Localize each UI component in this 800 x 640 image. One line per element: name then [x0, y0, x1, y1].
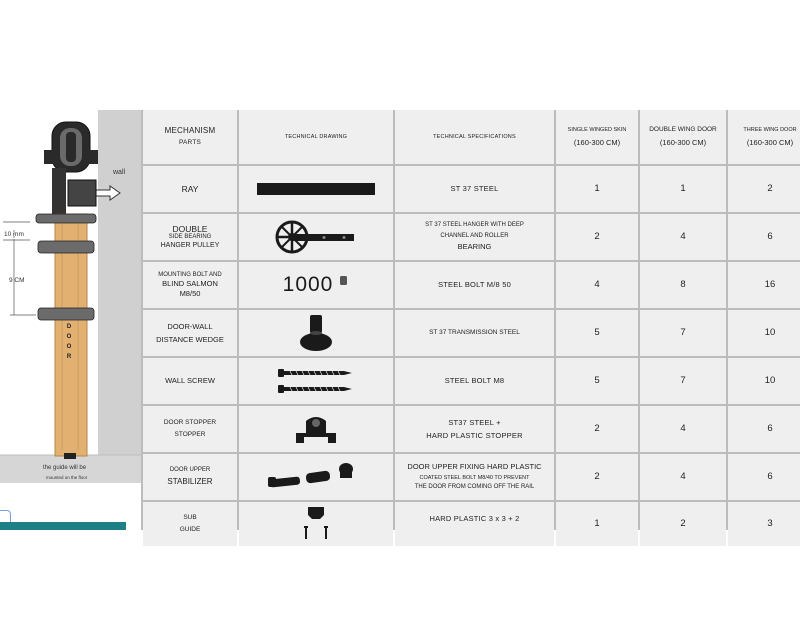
- spec-table: [141, 110, 800, 533]
- teal-bar: [0, 522, 126, 530]
- header-mechanism: MECHANISM: [164, 126, 216, 136]
- header-double-wing-label: DOUBLE WING DOOR: [649, 126, 717, 134]
- spec-line: ST 37 TRANSMISSION STEEL: [429, 328, 520, 336]
- qty-double: [640, 310, 726, 356]
- spec-cell: [395, 166, 554, 212]
- qty-value: 7: [680, 375, 686, 387]
- qty-single: [556, 406, 638, 452]
- qty-value: 5: [594, 327, 600, 339]
- header-technical-drawing-label: TECHNICAL DRAWING: [284, 133, 348, 140]
- spec-line: ST 37 STEEL HANGER WITH DEEP: [425, 222, 524, 229]
- header-single-winged: [556, 110, 638, 164]
- header-three-wing-range: (160-300 CM): [746, 137, 794, 147]
- qty-value: 4: [594, 279, 600, 291]
- qty-value: 4: [680, 471, 686, 483]
- spec-line-2: CHANNEL AND ROLLER: [440, 232, 509, 239]
- spec-line-2: HARD PLASTIC STOPPER: [426, 430, 523, 440]
- qty-three: [728, 406, 800, 452]
- spec-cell: [395, 406, 554, 452]
- part-name: MOUNTING BOLT AND: [158, 271, 222, 278]
- qty-double: [640, 502, 726, 546]
- spec-line: STEEL BOLT M8: [444, 376, 505, 386]
- guide-note-line1: the guide will be: [43, 465, 87, 471]
- qty-value: 7: [680, 327, 686, 339]
- blind-salmon-nut-icon: [339, 275, 349, 287]
- upper-stabilizer-drawing: [266, 460, 366, 494]
- dimension-9cm: 9 CM: [9, 277, 25, 284]
- qty-single: [556, 454, 638, 500]
- drawing-sub-guide: [239, 502, 393, 546]
- spec-cell: [395, 214, 554, 260]
- header-double-wing-range: (160-300 CM): [659, 138, 707, 148]
- spec-line: DOOR UPPER FIXING HARD PLASTIC: [407, 462, 542, 472]
- qty-single: [556, 310, 638, 356]
- wall-screw-drawing: [276, 363, 356, 399]
- qty-value: 8: [680, 279, 686, 291]
- header-single-winged-range: (160-300 CM): [573, 137, 621, 147]
- part-name-2: GUIDE: [179, 526, 201, 533]
- header-technical-specifications-label: TECHNICAL SPECIFICATIONS: [433, 133, 516, 140]
- qty-value: 2: [594, 423, 600, 435]
- part-name-2: BLIND SALMON: [162, 279, 218, 289]
- qty-double: [640, 262, 726, 308]
- header-parts: PARTS: [178, 139, 202, 147]
- qty-three: [728, 502, 800, 546]
- door-label-d1: D: [66, 324, 72, 330]
- qty-value: 2: [767, 183, 773, 195]
- qty-value: 16: [764, 279, 776, 291]
- qty-value: 6: [767, 423, 773, 435]
- qty-double: [640, 358, 726, 404]
- drawing-distance-wedge: [239, 310, 393, 356]
- part-name: RAY: [181, 183, 199, 194]
- header-double-wing: [640, 110, 726, 164]
- qty-value: 10: [764, 375, 776, 387]
- qty-value: 4: [680, 231, 686, 243]
- part-cell: [143, 262, 237, 308]
- part-cell: [143, 406, 237, 452]
- drawing-hanger-pulley: [239, 214, 393, 260]
- part-name-2: STABILIZER: [167, 477, 213, 487]
- part-cell: [143, 454, 237, 500]
- qty-double: [640, 166, 726, 212]
- part-cell: [143, 214, 237, 260]
- drawing-rail: [239, 166, 393, 212]
- part-cell: [143, 166, 237, 212]
- qty-value: 2: [680, 518, 686, 530]
- floor-guide: [64, 453, 76, 459]
- header-technical-drawing: [239, 110, 393, 164]
- qty-value: 2: [594, 231, 600, 243]
- part-name: SUB: [183, 513, 197, 521]
- qty-three: [728, 214, 800, 260]
- part-name-3: M8/50: [179, 288, 201, 298]
- spec-line: ST37 STEEL +: [448, 418, 501, 428]
- qty-double: [640, 454, 726, 500]
- drawing-upper-stabilizer: [239, 454, 393, 500]
- qty-three: [728, 166, 800, 212]
- wall-panel: [98, 110, 141, 482]
- spec-line-2: COATED STEEL BOLT M8/40 TO PREVENT: [419, 474, 530, 481]
- spec-cell: [395, 454, 554, 500]
- qty-value: 6: [767, 471, 773, 483]
- spec-cell: [395, 502, 554, 546]
- qty-value: 6: [767, 231, 773, 243]
- qty-single: [556, 358, 638, 404]
- door-label-o2: O: [66, 344, 72, 350]
- drawing-bolt-number: 1000: [282, 272, 334, 296]
- qty-value: 5: [594, 375, 600, 387]
- qty-double: [640, 406, 726, 452]
- spec-line: ST 37 STEEL: [450, 184, 499, 194]
- rail-bar: [68, 180, 96, 206]
- qty-three: [728, 358, 800, 404]
- wall-label: wall: [113, 169, 126, 176]
- qty-single: [556, 166, 638, 212]
- part-name: DOOR STOPPER: [163, 418, 217, 426]
- guide-note-line2: mounted on the floor: [46, 475, 88, 480]
- part-name-3: HANGER PULLEY: [160, 241, 220, 249]
- qty-value: 1: [680, 183, 686, 195]
- qty-value: 4: [680, 423, 686, 435]
- part-cell: [143, 502, 237, 546]
- qty-value: 3: [767, 518, 773, 530]
- spec-line: STEEL BOLT M/8 50: [438, 280, 511, 290]
- drawing-door-stopper: [239, 406, 393, 452]
- drawing-wall-screw: [239, 358, 393, 404]
- sub-guide-drawing: [296, 505, 336, 543]
- distance-wedge-drawing: [298, 313, 334, 353]
- header-three-wing: [728, 110, 800, 164]
- qty-value: 10: [764, 327, 776, 339]
- door-installation-diagram: [0, 110, 141, 530]
- qty-three: [728, 454, 800, 500]
- spec-line-3: THE DOOR FROM COMING OFF THE RAIL: [414, 484, 535, 491]
- qty-three: [728, 310, 800, 356]
- part-name-2: DISTANCE WEDGE: [156, 334, 224, 344]
- rail-drawing: [256, 181, 376, 197]
- dimension-10mm: 10 mm: [4, 231, 24, 238]
- qty-value: 1: [594, 183, 600, 195]
- header-technical-specifications: [395, 110, 554, 164]
- door-label-o1: O: [66, 334, 72, 340]
- part-name: DOOR-WALL: [167, 322, 213, 332]
- header-single-winged-label: SINGLE WINGED SKIN: [567, 126, 627, 133]
- door-stopper-drawing: [292, 411, 340, 447]
- spec-cell: [395, 358, 554, 404]
- spec-line: HARD PLASTIC 3 x 3 + 2: [429, 514, 520, 523]
- qty-single: [556, 502, 638, 546]
- part-name: DOOR UPPER: [169, 466, 211, 473]
- qty-single: [556, 214, 638, 260]
- part-name: DOUBLE: [172, 223, 208, 234]
- part-cell: [143, 310, 237, 356]
- part-name: WALL SCREW: [165, 376, 215, 386]
- qty-single: [556, 262, 638, 308]
- door-label-r: R: [66, 354, 72, 360]
- spec-cell: [395, 262, 554, 308]
- part-name-2: STOPPER: [174, 431, 206, 438]
- part-name-2: SIDE BEARING: [168, 234, 212, 241]
- qty-value: 2: [594, 471, 600, 483]
- qty-value: 1: [594, 518, 600, 530]
- spec-line-3: BEARING: [457, 242, 492, 252]
- qty-double: [640, 214, 726, 260]
- qty-three: [728, 262, 800, 308]
- header-mechanism-parts: [143, 110, 237, 164]
- drawing-mounting-bolt: [239, 262, 393, 308]
- part-cell: [143, 358, 237, 404]
- hanger-pulley-drawing: [274, 218, 358, 256]
- spec-cell: [395, 310, 554, 356]
- header-three-wing-label: THREE WING DOOR: [743, 126, 797, 133]
